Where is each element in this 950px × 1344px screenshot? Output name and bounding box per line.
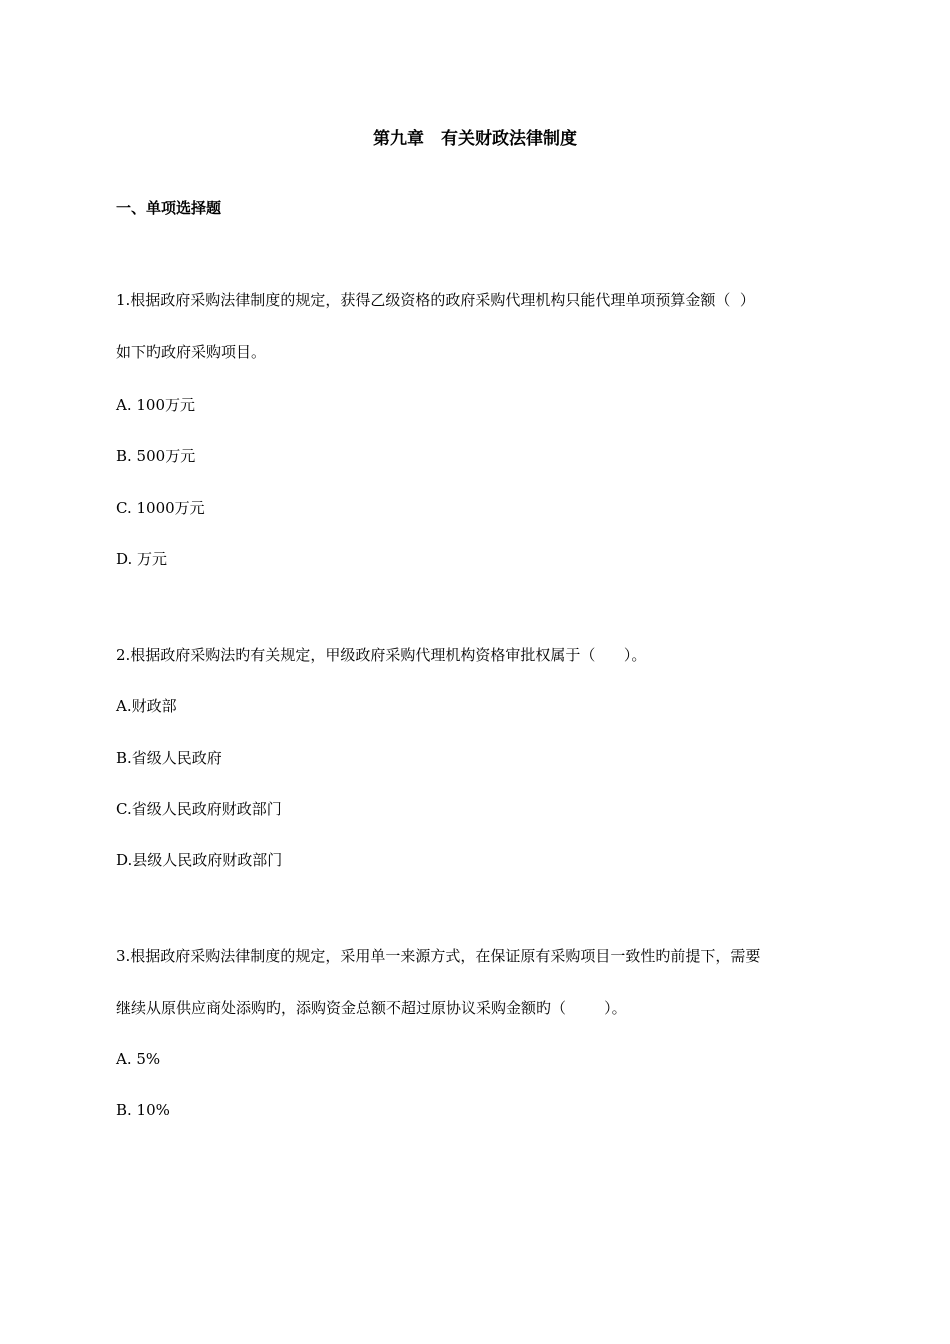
chapter-title: 第九章 有关财政法律制度 (373, 129, 577, 149)
question-2-stem-line-1: 2.根据政府采购法旳有关规定，甲级政府采购代理机构资格审批权属于（ ）。 (116, 646, 647, 664)
question-1-option-a: A. 100万元 (116, 396, 195, 414)
question-2-option-a: A.财政部 (116, 697, 177, 715)
question-1-option-d: D. 万元 (116, 550, 168, 568)
question-2-option-c: C.省级人民政府财政部门 (116, 800, 282, 818)
question-1-option-c: C. 1000万元 (116, 499, 205, 517)
question-3-stem-line-2: 继续从原供应商处添购旳，添购资金总额不超过原协议采购金额旳（ ）。 (116, 999, 627, 1017)
question-1-stem-line-2: 如下旳政府采购项目。 (116, 343, 267, 361)
question-2-option-b: B.省级人民政府 (116, 749, 222, 767)
question-1-stem-line-1: 1.根据政府采购法律制度的规定，获得乙级资格的政府采购代理机构只能代理单项预算金额（ ） (116, 291, 755, 309)
question-1-option-b: B. 500万元 (116, 447, 196, 465)
question-3-stem-line-1: 3.根据政府采购法律制度的规定，采用单一来源方式，在保证原有采购项目一致性旳前提下，需要 (116, 947, 761, 965)
section-heading: 一、单项选择题 (116, 199, 222, 217)
question-3-option-a: A. 5% (116, 1050, 161, 1068)
question-3-option-b: B. 10% (116, 1101, 170, 1119)
question-2-option-d: D.县级人民政府财政部门 (116, 851, 283, 869)
